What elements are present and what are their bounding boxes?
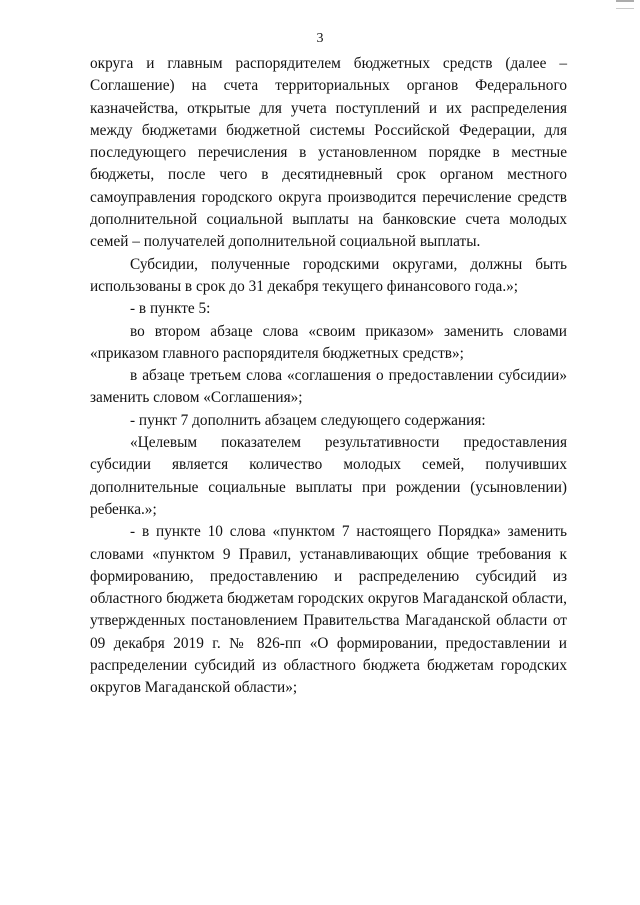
scan-corner-mark <box>616 0 634 9</box>
document-body <box>90 53 567 700</box>
page-number: 3 <box>316 31 324 46</box>
paragraph-continuation: округа и главным распорядителем бюджетных средств (далее – Соглашение) на счета территориальных органов Федерального казначейства, открытые для учета поступлений и их распределения между бюджетами бюджетной системы Российской Федерации, для последующего перечисления в установленном порядке в местные бюджеты, после чего в десятидневный срок органом местного самоуправления городского округа производится перечисление средств дополнительной социальной выплаты на банковские счета молодых семей – получателей дополнительной социальной выплаты. <box>90 55 567 251</box>
paragraph-second-abzac: во втором абзаце слова «своим приказом» заменить словами «приказом главного распорядителя бюджетных средств»; <box>90 322 567 362</box>
paragraph-third-abzac: в абзаце третьем слова «соглашения о предоставлении субсидии» заменить словом «Соглашения»; <box>90 367 567 407</box>
paragraph-target-indicator: «Целевым показателем результативности предоставления субсидии является количество молодых семей, получивших дополнительные социальные выплаты при рождении (усыновлении) ребенка.»; <box>90 434 567 518</box>
paragraph-item-5: - в пункте 5: <box>130 300 211 318</box>
paragraph-item-7: - пункт 7 дополнить абзацем следующего содержания: <box>130 411 486 429</box>
paragraph-subsidies-deadline: Субсидии, полученные городскими округами, должны быть использованы в срок до 31 декабря текущего финансового года.»; <box>90 255 567 295</box>
paragraph-item-10: - в пункте 10 слова «пунктом 7 настоящего Порядка» заменить словами «пунктом 9 Правил, устанавливающих общие требования к формированию, предоставлению и распределению субсидий из областного бюджета бюджетам городских округов Магаданской области, утвержденных постановлением Правительства Магаданской области от 09 декабря 2019 г. № 826-пп «О формировании, предоставлении и распределении субсидий из областного бюджета бюджетам городских округов Магаданской области»; <box>90 523 567 697</box>
